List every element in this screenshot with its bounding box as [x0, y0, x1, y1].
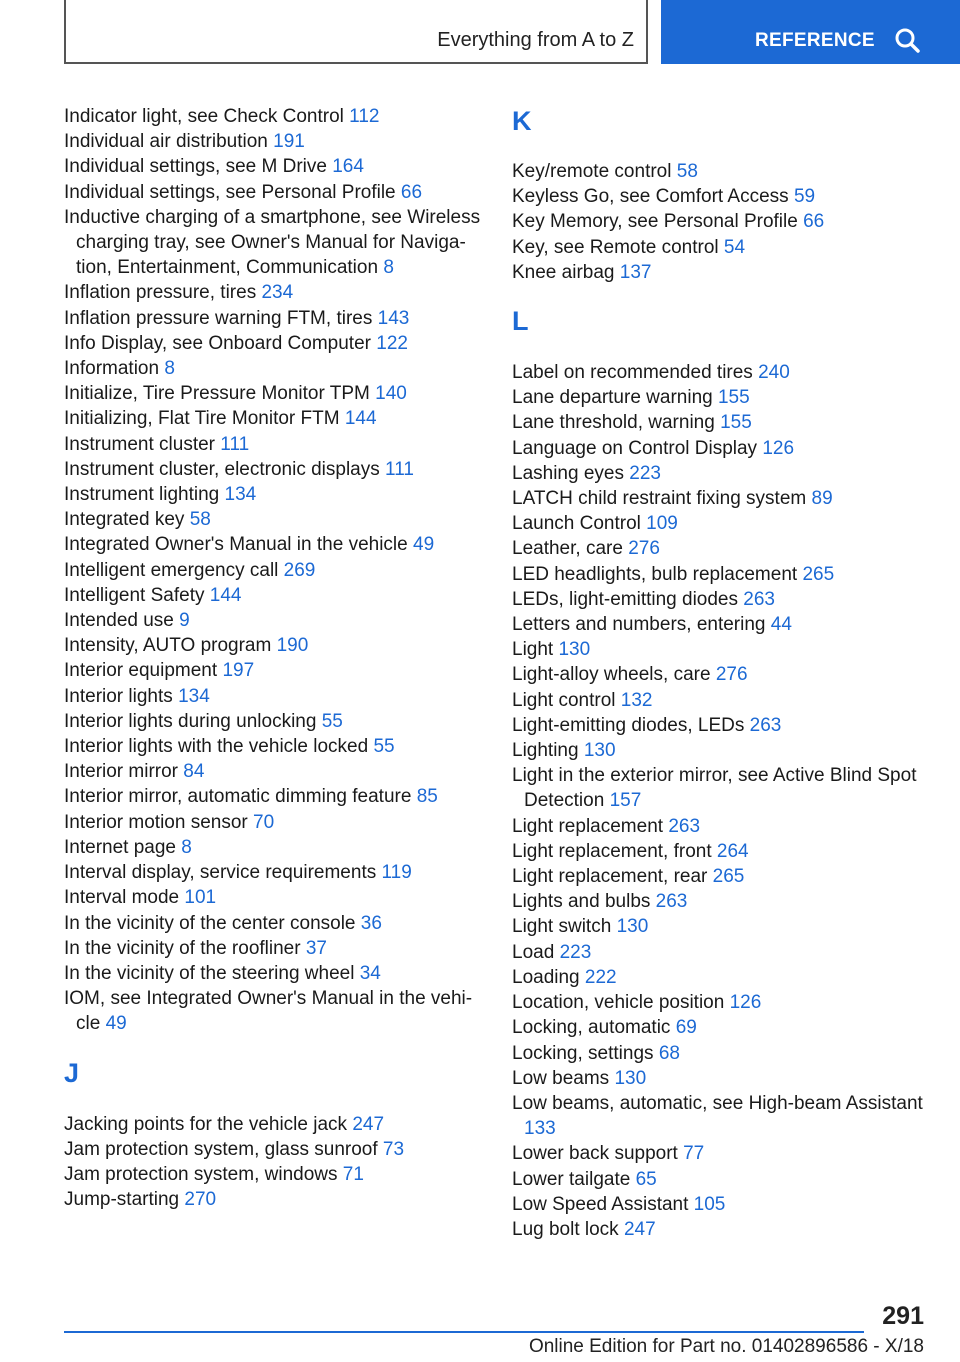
- index-entry-text: Load: [512, 941, 555, 963]
- index-entry: [512, 940, 932, 965]
- index-entry: [64, 810, 489, 835]
- index-entry: [64, 885, 489, 910]
- index-entry-page-link[interactable]: 130: [614, 1067, 647, 1089]
- index-entry-page-link[interactable]: 264: [716, 840, 749, 862]
- index-entry: [512, 511, 932, 536]
- index-entry-text: Indicator light, see Check Control: [64, 106, 344, 127]
- index-entry-page-link[interactable]: 66: [400, 181, 423, 203]
- index-entry-text: Lower back support: [512, 1143, 678, 1165]
- index-entry-page-link[interactable]: 137: [619, 261, 652, 283]
- index-entry-page-link[interactable]: 265: [712, 866, 745, 888]
- index-entry-page-link[interactable]: 54: [723, 236, 746, 258]
- index-entry-page-link[interactable]: 144: [344, 408, 377, 430]
- index-entry-text: Integrated Owner's Manual in the vehicle: [64, 534, 408, 556]
- index-entry-page-link[interactable]: 89: [811, 488, 833, 510]
- index-entry-page-link[interactable]: 55: [321, 710, 343, 732]
- index-entry-page-link[interactable]: 9: [179, 610, 190, 632]
- index-entry-text: Lashing eyes: [512, 462, 624, 484]
- index-letter-heading: K: [512, 106, 532, 136]
- index-entry-page-link[interactable]: 190: [276, 635, 309, 657]
- index-entry-text: Light-emitting diodes, LEDs: [512, 714, 745, 736]
- index-entry-text: Individual settings, see Personal Profile: [64, 181, 396, 203]
- index-entry-text: Jam protection system, glass sunroof: [64, 1138, 378, 1160]
- index-entry: [64, 356, 489, 381]
- index-entry-text: Initializing, Flat Tire Monitor FTM: [64, 408, 340, 430]
- index-entry-page-link[interactable]: 58: [676, 161, 698, 182]
- index-entry-text: Label on recommended tires: [512, 362, 753, 384]
- index-entry: [512, 486, 932, 511]
- index-entry-text: Leather, care: [512, 538, 623, 560]
- index-entry: [512, 436, 932, 461]
- index-entry-text: Low Speed Assistant: [512, 1193, 689, 1215]
- index-entry-page-link[interactable]: 134: [178, 685, 210, 707]
- index-entry-text: Interior motion sensor: [64, 811, 248, 833]
- index-entry: [64, 331, 489, 356]
- index-letter-heading: J: [64, 1057, 80, 1088]
- index-entry: [512, 688, 932, 713]
- index-entry-text: LED headlights, bulb replacement: [512, 563, 798, 585]
- index-entry-page-link[interactable]: 133: [524, 1118, 556, 1140]
- index-letter-heading: L: [512, 306, 529, 337]
- index-entry-page-link[interactable]: 157: [609, 790, 642, 812]
- index-entry-text: Interior lights during unlocking: [64, 710, 317, 732]
- index-entry: [512, 713, 932, 738]
- index-entry: [64, 986, 489, 1036]
- index-entry: [64, 280, 489, 305]
- index-entry-page-link[interactable]: 73: [382, 1138, 405, 1160]
- index-entry-text: Intended use: [64, 610, 174, 632]
- index-entry: [64, 633, 489, 658]
- index-entry-text: Interval display, service requirements: [64, 862, 377, 884]
- index-entry-page-link[interactable]: 263: [743, 588, 775, 610]
- index-entry: [64, 583, 489, 608]
- index-entry-page-link[interactable]: 130: [583, 740, 616, 762]
- index-entry: [64, 558, 489, 583]
- index-entry-page-link[interactable]: 49: [105, 1013, 127, 1035]
- index-entry-text: Light: [512, 639, 554, 661]
- index-entry-page-link[interactable]: 37: [305, 937, 327, 959]
- index-entry-text: In the vicinity of the center console: [64, 912, 356, 934]
- index-entry: [64, 784, 489, 809]
- index-entry-text: Lights and bulbs: [512, 891, 651, 913]
- index-entry-page-link[interactable]: 263: [655, 891, 688, 913]
- index-entry-text: Jam protection system, windows: [64, 1163, 338, 1185]
- index-entry-page-link[interactable]: 34: [359, 962, 381, 984]
- index-entry-text: Launch Control: [512, 513, 641, 535]
- index-entry-page-link[interactable]: 265: [802, 563, 835, 585]
- index-entry-text: Interior equipment: [64, 660, 218, 682]
- index-entry: [64, 507, 489, 532]
- index-entry-page-link[interactable]: 8: [164, 358, 175, 380]
- index-entry-text: Interior lights with the vehicle locked: [64, 736, 369, 758]
- index-entry: [512, 1167, 932, 1192]
- index-entry: [512, 587, 932, 612]
- index-entry: [64, 608, 489, 633]
- index-entry: [64, 1187, 489, 1212]
- index-column-right: [512, 104, 932, 1242]
- index-entry-text: LATCH child restraint fixing system: [512, 488, 807, 510]
- index-entry-text: Inflation pressure, tires: [64, 282, 257, 304]
- index-entry: [64, 129, 489, 154]
- index-entry-text: Key, see Remote control: [512, 236, 719, 258]
- index-entry-text: LEDs, light-emitting diodes: [512, 588, 738, 610]
- index-entry-text: Interval mode: [64, 887, 180, 909]
- index-entry: [512, 864, 932, 889]
- index-entry: [512, 914, 932, 939]
- index-entry-text: Light replacement, rear: [512, 866, 708, 888]
- index-entry-page-link[interactable]: 134: [224, 484, 257, 506]
- index-entry-page-link[interactable]: 71: [342, 1163, 364, 1185]
- index-entry: [512, 536, 932, 561]
- index-entry-text: Jacking points for the vehicle jack: [64, 1113, 348, 1135]
- index-entry: [64, 104, 489, 129]
- index-entry-page-link[interactable]: 101: [184, 887, 217, 909]
- index-entry-page-link[interactable]: 85: [416, 786, 438, 808]
- index-entry-page-link[interactable]: 247: [623, 1218, 656, 1240]
- index-entry-page-link[interactable]: 8: [181, 836, 192, 858]
- index-entry-text: Inflation pressure warning FTM, tires: [64, 307, 373, 329]
- index-entry-text: Individual air distribution: [64, 131, 268, 153]
- index-entry-page-link[interactable]: 49: [413, 534, 435, 556]
- index-entry-text: Low beams: [512, 1067, 610, 1089]
- index-entry: [512, 965, 932, 990]
- index-entry: [64, 532, 489, 557]
- index-entry: [64, 860, 489, 885]
- index-entry-text: Interior lights: [64, 685, 173, 707]
- index-entry-text: Intelligent Safety: [64, 584, 205, 606]
- index-entry-text: Keyless Go, see Comfort Access: [512, 186, 789, 208]
- index-entry-text: IOM, see Integrated Owner's Manual in the vehicle: [64, 988, 473, 1035]
- index-entry-text: Knee airbag: [512, 261, 615, 283]
- index-entry-page-link[interactable]: 59: [793, 186, 816, 208]
- index-entry-text: Language on Control Display: [512, 437, 758, 459]
- index-entry: [512, 260, 932, 285]
- index-entry: [64, 1137, 489, 1162]
- index-column-left: [64, 104, 489, 1212]
- header-section-title: Everything from A to Z: [437, 29, 634, 51]
- index-entry: [512, 637, 932, 662]
- index-entry-page-link[interactable]: 126: [729, 992, 762, 1014]
- header-section-box: [64, 0, 648, 64]
- index-entry-page-link[interactable]: 126: [762, 437, 795, 459]
- index-entry-text: Light-alloy wheels, care: [512, 664, 711, 686]
- index-entry-text: Low beams, automatic, see High-beam Assistant: [512, 1092, 923, 1114]
- index-entry-text: Lighting: [512, 740, 579, 762]
- index-entry-page-link[interactable]: 111: [220, 433, 250, 455]
- index-entry-page-link[interactable]: 223: [559, 941, 592, 963]
- index-entry-text: Inductive charging of a smartphone, see Wireless charging tray, see Owner's Manual for Navigation, Entertainment, Communication: [64, 206, 481, 279]
- index-entry-text: Lane threshold, warning: [512, 412, 715, 434]
- index-entry: [512, 360, 932, 385]
- index-entry-page-link[interactable]: 140: [375, 383, 407, 405]
- search-icon[interactable]: [893, 26, 923, 56]
- footer-edition: Online Edition for Part no. 01402896586 - X/18: [528, 1336, 924, 1357]
- index-entry-text: Locking, automatic: [512, 1017, 671, 1039]
- index-entry-page-link[interactable]: 155: [720, 412, 752, 434]
- index-entry: [64, 961, 489, 986]
- index-entry-page-link[interactable]: 109: [646, 513, 678, 535]
- index-entry: [64, 306, 489, 331]
- index-entry: [512, 1217, 932, 1242]
- index-entry: [512, 814, 932, 839]
- index-entry-text: Individual settings, see M Drive: [64, 156, 327, 178]
- index-entry-page-link[interactable]: 143: [377, 307, 410, 329]
- index-entry-text: Jump-starting: [64, 1189, 180, 1211]
- index-entry: [512, 1066, 932, 1091]
- index-entry: [64, 205, 489, 281]
- index-entry-page-link[interactable]: 65: [635, 1168, 657, 1190]
- index-entry-page-link[interactable]: 234: [261, 282, 294, 304]
- index-entry: [64, 154, 489, 179]
- index-entry-page-link[interactable]: 132: [620, 689, 653, 711]
- index-entry-page-link[interactable]: 36: [360, 912, 382, 934]
- index-entry-text: Location, vehicle position: [512, 992, 725, 1014]
- index-entry-page-link[interactable]: 144: [209, 584, 242, 606]
- index-entry: [512, 562, 932, 587]
- index-entry: [512, 235, 932, 260]
- index-entry-text: Interior mirror: [64, 761, 179, 783]
- index-entry-text: Info Display, see Onboard Computer: [64, 332, 371, 354]
- index-entry-text: Initialize, Tire Pressure Monitor TPM: [64, 383, 370, 405]
- index-entry-text: Information: [64, 358, 160, 380]
- index-entry: [512, 1091, 932, 1141]
- index-entry: [64, 658, 489, 683]
- header-reference-tab[interactable]: [661, 0, 960, 64]
- index-entry-page-link[interactable]: 55: [373, 736, 395, 758]
- index-entry-page-link[interactable]: 66: [803, 211, 825, 233]
- index-entry: [512, 184, 932, 209]
- index-entry-text: Integrated key: [64, 509, 185, 531]
- index-entry-page-link[interactable]: 191: [273, 131, 305, 153]
- index-entry: [512, 738, 932, 763]
- index-entry-page-link[interactable]: 197: [222, 660, 255, 682]
- index-entry-page-link[interactable]: 130: [616, 916, 649, 938]
- index-entry-text: Locking, settings: [512, 1042, 654, 1064]
- index-entry-page-link[interactable]: 84: [183, 761, 205, 783]
- index-entry-page-link[interactable]: 164: [332, 156, 364, 178]
- index-entry: [512, 1041, 932, 1066]
- index-entry: [512, 990, 932, 1015]
- index-entry-page-link[interactable]: 263: [668, 815, 701, 837]
- index-entry: [64, 432, 489, 457]
- index-entry: [64, 936, 489, 961]
- index-entry-page-link[interactable]: 155: [717, 387, 750, 409]
- index-entry: [512, 662, 932, 687]
- index-entry-text: In the vicinity of the steering wheel: [64, 962, 355, 984]
- index-entry: [64, 734, 489, 759]
- index-entry: [512, 461, 932, 486]
- index-entry: [64, 1162, 489, 1187]
- index-entry-text: Light switch: [512, 916, 612, 938]
- index-entry-page-link[interactable]: 8: [383, 257, 394, 279]
- index-entry: [64, 457, 489, 482]
- index-entry-page-link[interactable]: 111: [385, 458, 414, 480]
- index-entry-page-link[interactable]: 240: [758, 362, 790, 384]
- index-entry: [512, 763, 932, 813]
- index-entry-page-link[interactable]: 276: [715, 664, 748, 686]
- index-entry-page-link[interactable]: 119: [381, 862, 412, 884]
- index-entry-page-link[interactable]: 223: [629, 462, 661, 484]
- index-entry: [64, 709, 489, 734]
- index-entry-text: Instrument cluster: [64, 433, 215, 455]
- index-entry-text: Letters and numbers, entering: [512, 614, 766, 636]
- index-entry-text: Key Memory, see Personal Profile: [512, 211, 798, 233]
- index-entry: [512, 385, 932, 410]
- index-entry-text: Internet page: [64, 836, 176, 858]
- index-entry-page-link[interactable]: 69: [675, 1017, 697, 1039]
- index-entry: [64, 1112, 489, 1137]
- index-entry: [64, 406, 489, 431]
- index-entry-page-link[interactable]: 68: [658, 1042, 680, 1064]
- index-entry: [64, 482, 489, 507]
- index-entry-page-link[interactable]: 58: [189, 509, 211, 531]
- index-entry-page-link[interactable]: 122: [376, 332, 408, 354]
- index-entry-page-link[interactable]: 222: [584, 966, 617, 988]
- index-entry-page-link[interactable]: 269: [283, 559, 316, 581]
- index-entry: [64, 180, 489, 205]
- index-entry-text: Lug bolt lock: [512, 1218, 619, 1240]
- index-entry-text: Lane departure warning: [512, 387, 713, 409]
- index-entry: [512, 1192, 932, 1217]
- index-entry-page-link[interactable]: 263: [749, 714, 782, 736]
- index-entry: [512, 1015, 932, 1040]
- index-entry-text: Light control: [512, 689, 616, 711]
- index-entry-page-link[interactable]: 276: [628, 538, 660, 560]
- index-entry: [64, 835, 489, 860]
- index-entry-text: Light replacement, front: [512, 840, 712, 862]
- index-entry-text: Interior mirror, automatic dimming feature: [64, 786, 412, 808]
- index-entry: [512, 159, 932, 184]
- index-entry-page-link[interactable]: 130: [558, 639, 591, 661]
- index-entry: [512, 612, 932, 637]
- index-entry: [512, 1141, 932, 1166]
- index-entry: [512, 209, 932, 234]
- index-entry: [512, 889, 932, 914]
- index-entry-text: Intensity, AUTO program: [64, 635, 272, 657]
- index-entry: [512, 839, 932, 864]
- index-entry: [64, 381, 489, 406]
- index-entry-text: Lower tailgate: [512, 1168, 631, 1190]
- index-entry-text: In the vicinity of the roofliner: [64, 937, 301, 959]
- index-entry-text: Light replacement: [512, 815, 664, 837]
- index-entry-page-link[interactable]: 105: [693, 1193, 726, 1215]
- footer-divider: [64, 1331, 864, 1333]
- index-entry: [512, 410, 932, 435]
- index-entry: [64, 911, 489, 936]
- reference-label: REFERENCE: [755, 30, 875, 51]
- index-entry-page-link[interactable]: 44: [770, 614, 792, 636]
- index-entry-page-link[interactable]: 112: [349, 106, 380, 127]
- index-entry: [64, 759, 489, 784]
- index-entry-page-link[interactable]: 70: [253, 811, 275, 833]
- index-entry: [64, 684, 489, 709]
- page-number: 291: [882, 1302, 924, 1330]
- index-entry-page-link[interactable]: 77: [683, 1143, 705, 1165]
- index-entry-text: Light in the exterior mirror, see Active Blind Spot Detection: [512, 765, 917, 812]
- index-entry-page-link[interactable]: 270: [184, 1189, 217, 1211]
- index-entry-text: Loading: [512, 966, 580, 988]
- index-entry-text: Intelligent emergency call: [64, 559, 279, 581]
- index-entry-text: Instrument cluster, electronic displays: [64, 458, 380, 480]
- index-entry-text: Key/remote control: [512, 161, 672, 182]
- index-entry-text: Instrument lighting: [64, 484, 220, 506]
- index-entry-page-link[interactable]: 247: [352, 1113, 385, 1135]
